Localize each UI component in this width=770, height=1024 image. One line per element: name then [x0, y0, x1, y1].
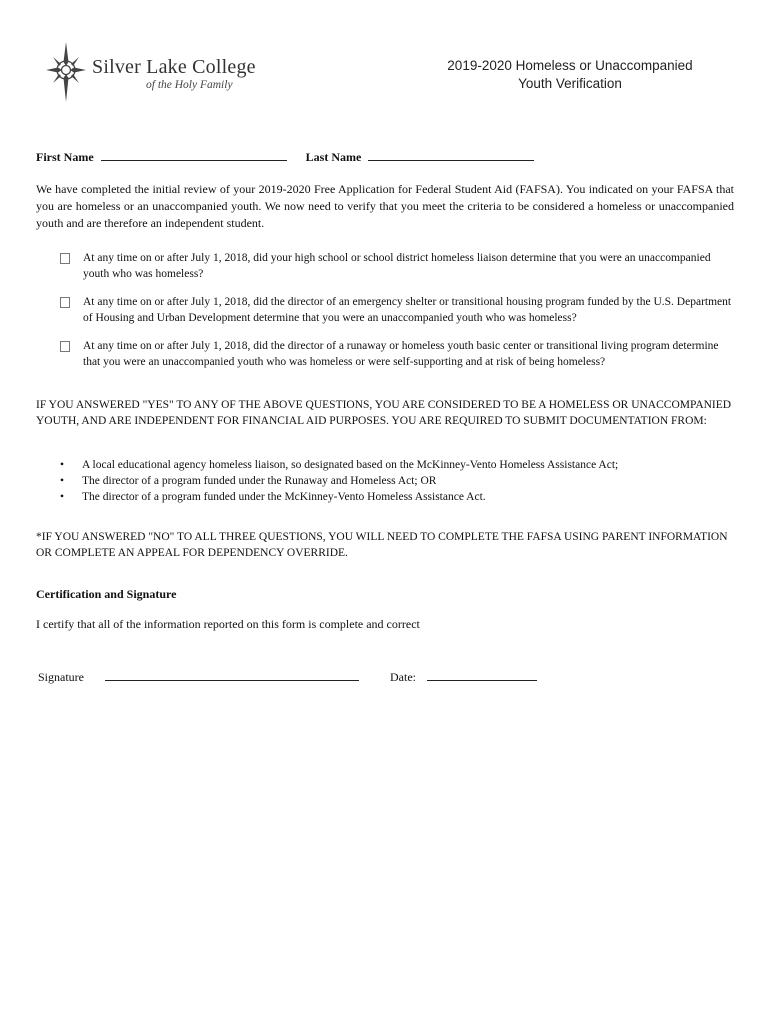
bullet-icon: •	[60, 475, 65, 487]
checkbox-icon[interactable]	[60, 253, 70, 264]
list-item	[60, 489, 740, 505]
logo-tagline: of the Holy Family	[146, 79, 233, 91]
document-title	[430, 57, 710, 93]
bullet-icon: •	[60, 459, 65, 471]
intro-paragraph: We have completed the initial review of your 2019-2020 Free Application for Federal Student Aid (FAFSA). You indicated on your FAFSA that you are homeless or an unaccompanied youth. We now need to verify that you meet the criteria to be considered a homeless or unaccompanied youth and are therefore an independent student.	[36, 182, 734, 230]
bullet-icon: •	[60, 491, 65, 503]
question-text: At any time on or after July 1, 2018, did the director of a runaway or homeless youth basic center or transitional living program determine that you were an unaccompanied youth who was homeless or were self-supporting and at risk of being homeless?	[83, 340, 719, 368]
list-item-text: A local educational agency homeless liaison, so designated based on the McKinney-Vento Homeless Assistance Act;	[82, 459, 619, 471]
logo-name: Silver Lake College	[92, 56, 256, 78]
question-text: At any time on or after July 1, 2018, did your high school or school district homeless liaison determine that you were an unaccompanied youth who was homeless?	[83, 252, 711, 280]
date-field[interactable]	[427, 670, 537, 681]
title-line-1: 2019-2020 Homeless or Unaccompanied	[447, 58, 693, 73]
question-2	[60, 294, 734, 326]
last-name-label: Last Name	[305, 150, 362, 164]
documentation-list	[60, 457, 740, 505]
date-label: Date:	[390, 670, 416, 684]
last-name-field[interactable]	[368, 150, 534, 161]
certification-heading: Certification and Signature	[36, 587, 177, 601]
signature-field[interactable]	[105, 670, 359, 681]
no-notice: *IF YOU ANSWERED "NO" TO ALL THREE QUESTIONS, YOU WILL NEED TO COMPLETE THE FAFSA USING PARENT INFORMATION OR COMPLETE AN APPEAL FOR DEPENDENCY OVERRIDE.	[36, 531, 728, 559]
name-fields	[36, 150, 534, 165]
list-item	[60, 457, 740, 473]
yes-notice: IF YOU ANSWERED "YES" TO ANY OF THE ABOVE QUESTIONS, YOU ARE CONSIDERED TO BE A HOMELESS OR UNACCOMPANIED YOUTH, AND ARE INDEPENDENT FOR FINANCIAL AID PURPOSES. YOU ARE REQUIRED TO SUBMIT DOCUMENTATION FROM:	[36, 399, 732, 427]
compass-star-icon	[44, 40, 90, 104]
first-name-field[interactable]	[101, 150, 287, 161]
list-item-text: The director of a program funded under the Runaway and Homeless Act; OR	[82, 475, 437, 487]
first-name-label: First Name	[36, 150, 94, 164]
title-line-2: Youth Verification	[518, 76, 622, 91]
question-1	[60, 250, 734, 282]
checkbox-icon[interactable]	[60, 297, 70, 308]
list-item-text: The director of a program funded under the McKinney-Vento Homeless Assistance Act.	[82, 491, 486, 503]
college-logo	[44, 40, 274, 104]
list-item	[60, 473, 740, 489]
certification-statement: I certify that all of the information reported on this form is complete and correct	[36, 617, 420, 631]
signature-label: Signature	[38, 670, 84, 684]
checkbox-icon[interactable]	[60, 341, 70, 352]
question-text: At any time on or after July 1, 2018, did the director of an emergency shelter or transitional housing program funded by the U.S. Department of Housing and Urban Development determine that you were an unaccompanied youth who was homeless?	[83, 296, 732, 324]
signature-row	[38, 670, 537, 685]
question-3	[60, 338, 734, 370]
